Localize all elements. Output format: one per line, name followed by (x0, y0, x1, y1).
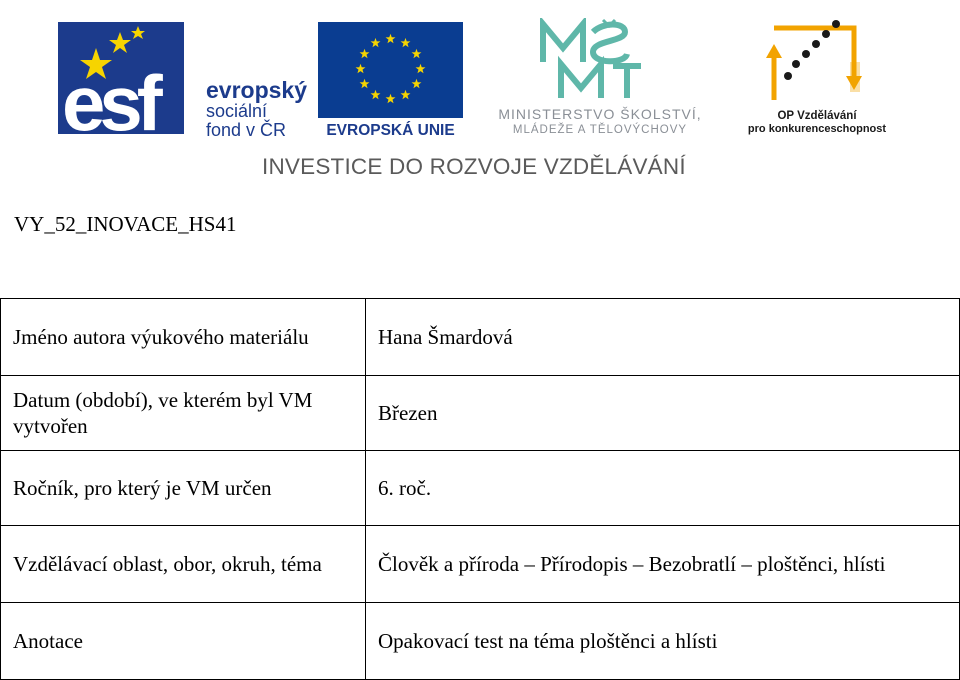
esf-line3: fond v ČR (206, 120, 287, 141)
svg-text:esf: esf (62, 59, 157, 140)
row-value: 6. roč. (366, 451, 960, 526)
esf-line1: evropský (206, 77, 308, 103)
msmt-logo (475, 18, 725, 142)
row-label: Vzdělávací oblast, obor, okruh, téma (1, 526, 366, 603)
eu-flag-icon (318, 22, 463, 118)
metadata-table (0, 298, 960, 680)
msmt-emblem-icon (475, 18, 725, 104)
msmt-line1: MINISTERSTVO ŠKOLSTVÍ, (498, 106, 702, 122)
investice-banner: INVESTICE DO ROZVOJE VZDĚLÁVÁNÍ (262, 154, 686, 179)
row-label: Jméno autora výukového materiálu (1, 299, 366, 376)
row-value: Člověk a příroda – Přírodopis – Bezobratlí – ploštěnci, hlísti (366, 526, 960, 603)
table-row (1, 603, 960, 680)
row-label: Anotace (1, 603, 366, 680)
eu-logo (318, 22, 463, 140)
row-label: Datum (období), ve kterém byl VM vytvořen (1, 376, 366, 451)
op-line2: pro konkurenceschopnost (747, 123, 887, 136)
document-code: VY_52_INOVACE_HS41 (14, 212, 237, 236)
table-row (1, 376, 960, 451)
esf-line2: sociální (206, 101, 268, 122)
row-value: Březen (366, 376, 960, 451)
op-line1: OP Vzdělávání (777, 110, 857, 122)
op-logo (732, 18, 902, 142)
row-label: Ročník, pro který je VM určen (1, 451, 366, 526)
table-row (1, 299, 960, 376)
logo-banner (0, 0, 960, 195)
op-emblem-icon (732, 18, 902, 108)
eu-caption: EVROPSKÁ UNIE (326, 122, 455, 139)
esf-emblem-icon (58, 18, 208, 140)
table-row (1, 451, 960, 526)
esf-logo (58, 18, 310, 140)
row-value: Hana Šmardová (366, 299, 960, 376)
table-row (1, 526, 960, 603)
row-value: Opakovací test na téma ploštěnci a hlísti (366, 603, 960, 680)
msmt-line2: MLÁDEŽE A TĚLOVÝCHOVY (512, 124, 688, 136)
